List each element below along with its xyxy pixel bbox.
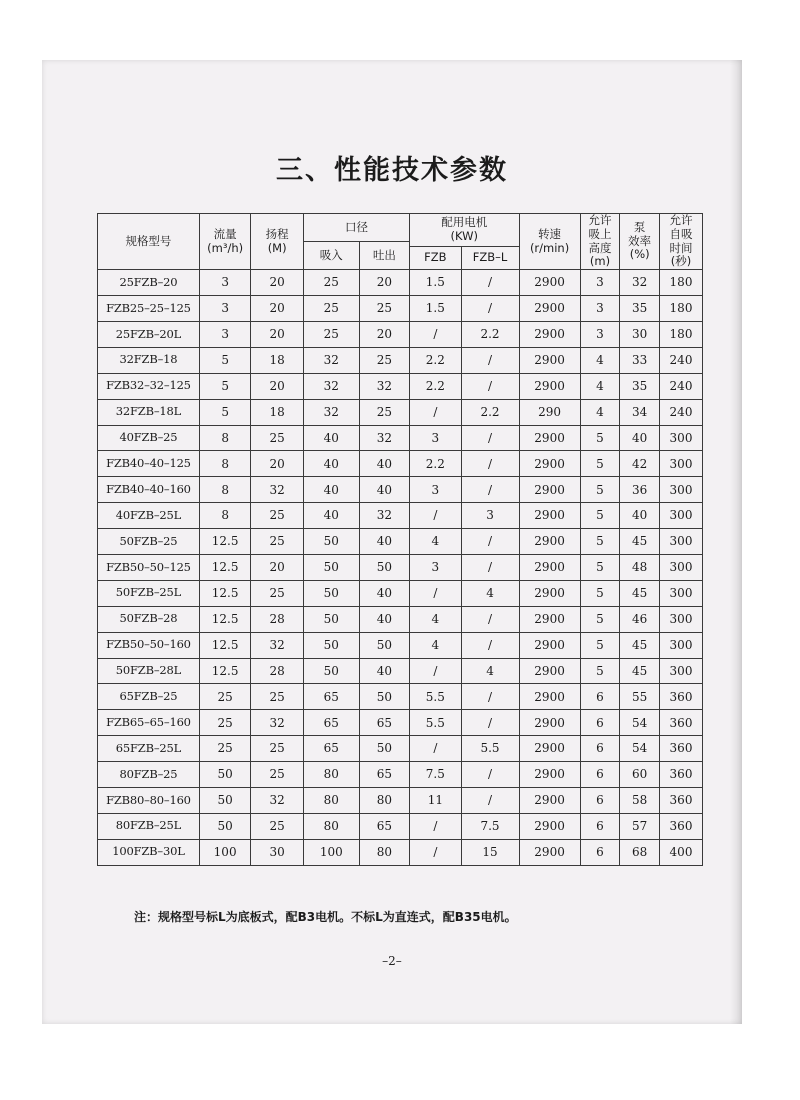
cell-model: 40FZB–25 bbox=[98, 425, 200, 451]
cell-self-priming: 240 bbox=[660, 373, 703, 399]
cell-self-priming: 240 bbox=[660, 399, 703, 425]
cell-efficiency: 40 bbox=[620, 503, 660, 529]
cell-self-priming: 300 bbox=[660, 529, 703, 555]
cell-motor-fzb: / bbox=[410, 399, 461, 425]
cell-suction-lift: 3 bbox=[580, 296, 620, 322]
cell-suction-lift: 5 bbox=[580, 606, 620, 632]
cell-port-in: 50 bbox=[303, 529, 359, 555]
table-body bbox=[98, 270, 703, 865]
header-port-out: 吐出 bbox=[359, 242, 409, 270]
cell-motor-fzb: 3 bbox=[410, 477, 461, 503]
cell-motor-fzbl: 15 bbox=[461, 839, 519, 865]
cell-motor-fzb: 7.5 bbox=[410, 762, 461, 788]
cell-model: FZB40–40–125 bbox=[98, 451, 200, 477]
cell-port-in: 32 bbox=[303, 373, 359, 399]
cell-head: 25 bbox=[251, 580, 304, 606]
cell-port-out: 20 bbox=[359, 270, 409, 296]
cell-head: 32 bbox=[251, 477, 304, 503]
cell-speed: 2900 bbox=[519, 658, 580, 684]
cell-motor-fzb: 1.5 bbox=[410, 296, 461, 322]
cell-efficiency: 57 bbox=[620, 813, 660, 839]
cell-motor-fzbl: 4 bbox=[461, 580, 519, 606]
cell-flow: 12.5 bbox=[199, 580, 250, 606]
cell-self-priming: 180 bbox=[660, 321, 703, 347]
cell-port-out: 32 bbox=[359, 425, 409, 451]
cell-flow: 8 bbox=[199, 425, 250, 451]
cell-efficiency: 68 bbox=[620, 839, 660, 865]
cell-self-priming: 300 bbox=[660, 632, 703, 658]
cell-model: 40FZB–25L bbox=[98, 503, 200, 529]
cell-speed: 2900 bbox=[519, 296, 580, 322]
cell-port-in: 50 bbox=[303, 580, 359, 606]
table-row bbox=[98, 684, 703, 710]
cell-model: 50FZB–28L bbox=[98, 658, 200, 684]
header-motor-fzbl: FZB–L bbox=[461, 247, 519, 270]
cell-suction-lift: 5 bbox=[580, 477, 620, 503]
cell-self-priming: 300 bbox=[660, 658, 703, 684]
cell-suction-lift: 4 bbox=[580, 399, 620, 425]
cell-flow: 5 bbox=[199, 399, 250, 425]
cell-efficiency: 30 bbox=[620, 321, 660, 347]
cell-suction-lift: 4 bbox=[580, 347, 620, 373]
cell-port-in: 100 bbox=[303, 839, 359, 865]
cell-motor-fzb: / bbox=[410, 813, 461, 839]
cell-port-in: 25 bbox=[303, 321, 359, 347]
cell-speed: 2900 bbox=[519, 270, 580, 296]
cell-self-priming: 360 bbox=[660, 788, 703, 814]
cell-speed: 2900 bbox=[519, 554, 580, 580]
cell-self-priming: 360 bbox=[660, 813, 703, 839]
table-row bbox=[98, 632, 703, 658]
cell-self-priming: 300 bbox=[660, 425, 703, 451]
cell-model: 65FZB–25L bbox=[98, 736, 200, 762]
cell-port-out: 40 bbox=[359, 529, 409, 555]
cell-motor-fzb: 1.5 bbox=[410, 270, 461, 296]
cell-port-in: 40 bbox=[303, 503, 359, 529]
cell-speed: 2900 bbox=[519, 736, 580, 762]
header-motor: 配用电机 (KW) bbox=[410, 214, 519, 247]
cell-speed: 2900 bbox=[519, 632, 580, 658]
cell-efficiency: 35 bbox=[620, 373, 660, 399]
header-motor-fzb: FZB bbox=[410, 247, 461, 270]
cell-head: 25 bbox=[251, 529, 304, 555]
table-row bbox=[98, 762, 703, 788]
cell-motor-fzbl: / bbox=[461, 684, 519, 710]
cell-head: 25 bbox=[251, 736, 304, 762]
cell-flow: 3 bbox=[199, 270, 250, 296]
cell-suction-lift: 3 bbox=[580, 321, 620, 347]
table-row bbox=[98, 580, 703, 606]
table-row bbox=[98, 554, 703, 580]
cell-head: 25 bbox=[251, 813, 304, 839]
cell-speed: 2900 bbox=[519, 788, 580, 814]
cell-suction-lift: 6 bbox=[580, 710, 620, 736]
cell-motor-fzb: / bbox=[410, 503, 461, 529]
cell-efficiency: 55 bbox=[620, 684, 660, 710]
cell-port-out: 40 bbox=[359, 606, 409, 632]
cell-motor-fzbl: 3 bbox=[461, 503, 519, 529]
cell-model: FZB65–65–160 bbox=[98, 710, 200, 736]
table-row bbox=[98, 710, 703, 736]
cell-port-in: 80 bbox=[303, 813, 359, 839]
cell-flow: 25 bbox=[199, 684, 250, 710]
cell-motor-fzbl: 4 bbox=[461, 658, 519, 684]
cell-model: 65FZB–25 bbox=[98, 684, 200, 710]
cell-head: 18 bbox=[251, 347, 304, 373]
table-row bbox=[98, 347, 703, 373]
cell-port-in: 50 bbox=[303, 658, 359, 684]
cell-motor-fzb: / bbox=[410, 839, 461, 865]
header-self-priming: 允许 自吸 时间 (秒) bbox=[660, 214, 703, 270]
cell-motor-fzb: 2.2 bbox=[410, 451, 461, 477]
cell-efficiency: 42 bbox=[620, 451, 660, 477]
cell-suction-lift: 6 bbox=[580, 839, 620, 865]
cell-model: 50FZB–28 bbox=[98, 606, 200, 632]
cell-speed: 2900 bbox=[519, 425, 580, 451]
cell-self-priming: 400 bbox=[660, 839, 703, 865]
header-model: 规格型号 bbox=[98, 214, 200, 270]
cell-efficiency: 33 bbox=[620, 347, 660, 373]
cell-port-out: 65 bbox=[359, 762, 409, 788]
cell-port-out: 50 bbox=[359, 684, 409, 710]
cell-model: FZB50–50–160 bbox=[98, 632, 200, 658]
cell-efficiency: 58 bbox=[620, 788, 660, 814]
cell-suction-lift: 5 bbox=[580, 451, 620, 477]
table-row bbox=[98, 813, 703, 839]
table-row bbox=[98, 425, 703, 451]
cell-efficiency: 46 bbox=[620, 606, 660, 632]
cell-self-priming: 300 bbox=[660, 451, 703, 477]
cell-model: FZB50–50–125 bbox=[98, 554, 200, 580]
cell-motor-fzb: 4 bbox=[410, 632, 461, 658]
document-page bbox=[42, 60, 742, 1024]
performance-table bbox=[97, 213, 703, 866]
cell-port-out: 25 bbox=[359, 296, 409, 322]
cell-motor-fzbl: 2.2 bbox=[461, 399, 519, 425]
cell-flow: 12.5 bbox=[199, 658, 250, 684]
cell-port-out: 40 bbox=[359, 580, 409, 606]
cell-flow: 25 bbox=[199, 710, 250, 736]
table-row bbox=[98, 399, 703, 425]
cell-flow: 100 bbox=[199, 839, 250, 865]
cell-head: 25 bbox=[251, 425, 304, 451]
cell-port-out: 40 bbox=[359, 658, 409, 684]
cell-suction-lift: 5 bbox=[580, 425, 620, 451]
cell-port-in: 40 bbox=[303, 425, 359, 451]
cell-flow: 12.5 bbox=[199, 632, 250, 658]
cell-motor-fzb: 2.2 bbox=[410, 347, 461, 373]
cell-speed: 2900 bbox=[519, 839, 580, 865]
cell-efficiency: 35 bbox=[620, 296, 660, 322]
cell-motor-fzbl: / bbox=[461, 347, 519, 373]
cell-port-out: 65 bbox=[359, 813, 409, 839]
cell-motor-fzbl: / bbox=[461, 632, 519, 658]
cell-speed: 2900 bbox=[519, 477, 580, 503]
cell-motor-fzbl: 7.5 bbox=[461, 813, 519, 839]
cell-flow: 3 bbox=[199, 321, 250, 347]
cell-port-out: 40 bbox=[359, 451, 409, 477]
cell-efficiency: 60 bbox=[620, 762, 660, 788]
cell-self-priming: 300 bbox=[660, 503, 703, 529]
cell-head: 20 bbox=[251, 554, 304, 580]
cell-port-in: 65 bbox=[303, 684, 359, 710]
cell-motor-fzb: 5.5 bbox=[410, 710, 461, 736]
cell-model: 100FZB–30L bbox=[98, 839, 200, 865]
table-row bbox=[98, 321, 703, 347]
cell-motor-fzbl: 5.5 bbox=[461, 736, 519, 762]
cell-port-in: 40 bbox=[303, 451, 359, 477]
cell-speed: 2900 bbox=[519, 451, 580, 477]
cell-motor-fzb: 11 bbox=[410, 788, 461, 814]
cell-self-priming: 360 bbox=[660, 684, 703, 710]
table-row bbox=[98, 477, 703, 503]
cell-port-in: 25 bbox=[303, 270, 359, 296]
cell-port-out: 80 bbox=[359, 839, 409, 865]
header-flow: 流量 (m³/h) bbox=[199, 214, 250, 270]
table-row bbox=[98, 270, 703, 296]
cell-flow: 50 bbox=[199, 788, 250, 814]
cell-flow: 3 bbox=[199, 296, 250, 322]
cell-self-priming: 300 bbox=[660, 580, 703, 606]
cell-motor-fzbl: / bbox=[461, 529, 519, 555]
cell-suction-lift: 5 bbox=[580, 658, 620, 684]
cell-motor-fzb: 3 bbox=[410, 425, 461, 451]
header-efficiency: 泵 效率 (%) bbox=[620, 214, 660, 270]
cell-flow: 25 bbox=[199, 736, 250, 762]
cell-port-out: 50 bbox=[359, 554, 409, 580]
cell-motor-fzbl: / bbox=[461, 554, 519, 580]
cell-motor-fzb: / bbox=[410, 580, 461, 606]
header-port-in: 吸入 bbox=[303, 242, 359, 270]
cell-speed: 2900 bbox=[519, 373, 580, 399]
cell-self-priming: 240 bbox=[660, 347, 703, 373]
cell-efficiency: 45 bbox=[620, 632, 660, 658]
table-row bbox=[98, 839, 703, 865]
cell-motor-fzb: 5.5 bbox=[410, 684, 461, 710]
cell-port-in: 50 bbox=[303, 606, 359, 632]
cell-self-priming: 300 bbox=[660, 554, 703, 580]
cell-port-in: 50 bbox=[303, 632, 359, 658]
cell-motor-fzb: 3 bbox=[410, 554, 461, 580]
table-row bbox=[98, 451, 703, 477]
cell-motor-fzbl: / bbox=[461, 710, 519, 736]
cell-flow: 12.5 bbox=[199, 606, 250, 632]
cell-head: 28 bbox=[251, 606, 304, 632]
cell-model: 32FZB–18 bbox=[98, 347, 200, 373]
cell-flow: 50 bbox=[199, 813, 250, 839]
cell-model: FZB32–32–125 bbox=[98, 373, 200, 399]
cell-model: 32FZB–18L bbox=[98, 399, 200, 425]
cell-port-out: 50 bbox=[359, 632, 409, 658]
cell-port-out: 65 bbox=[359, 710, 409, 736]
cell-motor-fzb: 4 bbox=[410, 529, 461, 555]
cell-head: 32 bbox=[251, 710, 304, 736]
cell-speed: 2900 bbox=[519, 503, 580, 529]
cell-suction-lift: 5 bbox=[580, 529, 620, 555]
table-row bbox=[98, 503, 703, 529]
cell-speed: 2900 bbox=[519, 580, 580, 606]
cell-speed: 2900 bbox=[519, 762, 580, 788]
cell-motor-fzbl: / bbox=[461, 451, 519, 477]
header-speed: 转速 (r/min) bbox=[519, 214, 580, 270]
cell-port-in: 65 bbox=[303, 736, 359, 762]
cell-efficiency: 34 bbox=[620, 399, 660, 425]
cell-motor-fzbl: / bbox=[461, 270, 519, 296]
cell-motor-fzbl: / bbox=[461, 425, 519, 451]
cell-suction-lift: 5 bbox=[580, 554, 620, 580]
cell-efficiency: 36 bbox=[620, 477, 660, 503]
cell-suction-lift: 6 bbox=[580, 788, 620, 814]
cell-self-priming: 180 bbox=[660, 270, 703, 296]
cell-suction-lift: 6 bbox=[580, 762, 620, 788]
cell-model: FZB25–25–125 bbox=[98, 296, 200, 322]
cell-head: 28 bbox=[251, 658, 304, 684]
cell-suction-lift: 4 bbox=[580, 373, 620, 399]
cell-speed: 2900 bbox=[519, 813, 580, 839]
cell-port-out: 25 bbox=[359, 347, 409, 373]
cell-head: 25 bbox=[251, 503, 304, 529]
cell-efficiency: 40 bbox=[620, 425, 660, 451]
cell-port-in: 25 bbox=[303, 296, 359, 322]
cell-port-out: 32 bbox=[359, 503, 409, 529]
cell-head: 18 bbox=[251, 399, 304, 425]
cell-port-out: 25 bbox=[359, 399, 409, 425]
cell-motor-fzb: / bbox=[410, 658, 461, 684]
cell-flow: 5 bbox=[199, 373, 250, 399]
cell-motor-fzbl: / bbox=[461, 788, 519, 814]
cell-self-priming: 360 bbox=[660, 736, 703, 762]
cell-head: 25 bbox=[251, 684, 304, 710]
page-number: –2– bbox=[382, 954, 402, 968]
cell-suction-lift: 5 bbox=[580, 503, 620, 529]
cell-port-out: 80 bbox=[359, 788, 409, 814]
cell-motor-fzbl: / bbox=[461, 606, 519, 632]
cell-motor-fzbl: / bbox=[461, 296, 519, 322]
cell-flow: 8 bbox=[199, 503, 250, 529]
cell-model: FZB40–40–160 bbox=[98, 477, 200, 503]
cell-head: 20 bbox=[251, 373, 304, 399]
cell-port-in: 65 bbox=[303, 710, 359, 736]
cell-head: 32 bbox=[251, 632, 304, 658]
cell-suction-lift: 6 bbox=[580, 684, 620, 710]
table-row bbox=[98, 373, 703, 399]
cell-efficiency: 45 bbox=[620, 580, 660, 606]
cell-head: 20 bbox=[251, 321, 304, 347]
cell-port-in: 50 bbox=[303, 554, 359, 580]
cell-speed: 2900 bbox=[519, 321, 580, 347]
cell-port-out: 32 bbox=[359, 373, 409, 399]
cell-speed: 2900 bbox=[519, 347, 580, 373]
cell-speed: 2900 bbox=[519, 684, 580, 710]
cell-head: 20 bbox=[251, 451, 304, 477]
cell-motor-fzbl: / bbox=[461, 477, 519, 503]
cell-motor-fzbl: 2.2 bbox=[461, 321, 519, 347]
header-head: 扬程 (M) bbox=[251, 214, 304, 270]
cell-port-in: 80 bbox=[303, 762, 359, 788]
cell-flow: 50 bbox=[199, 762, 250, 788]
cell-self-priming: 180 bbox=[660, 296, 703, 322]
cell-flow: 12.5 bbox=[199, 554, 250, 580]
cell-model: 50FZB–25L bbox=[98, 580, 200, 606]
cell-self-priming: 300 bbox=[660, 477, 703, 503]
cell-motor-fzb: / bbox=[410, 321, 461, 347]
cell-head: 20 bbox=[251, 270, 304, 296]
table-row bbox=[98, 658, 703, 684]
cell-self-priming: 360 bbox=[660, 762, 703, 788]
cell-port-in: 40 bbox=[303, 477, 359, 503]
cell-efficiency: 45 bbox=[620, 658, 660, 684]
cell-port-out: 40 bbox=[359, 477, 409, 503]
cell-suction-lift: 3 bbox=[580, 270, 620, 296]
table-row bbox=[98, 736, 703, 762]
table-row bbox=[98, 606, 703, 632]
cell-flow: 5 bbox=[199, 347, 250, 373]
cell-flow: 12.5 bbox=[199, 529, 250, 555]
cell-speed: 2900 bbox=[519, 710, 580, 736]
cell-port-in: 80 bbox=[303, 788, 359, 814]
cell-motor-fzbl: / bbox=[461, 762, 519, 788]
cell-self-priming: 360 bbox=[660, 710, 703, 736]
cell-port-in: 32 bbox=[303, 347, 359, 373]
cell-speed: 2900 bbox=[519, 529, 580, 555]
cell-model: 25FZB–20 bbox=[98, 270, 200, 296]
table-row bbox=[98, 529, 703, 555]
cell-port-in: 32 bbox=[303, 399, 359, 425]
cell-motor-fzbl: / bbox=[461, 373, 519, 399]
cell-suction-lift: 5 bbox=[580, 580, 620, 606]
cell-model: 50FZB–25 bbox=[98, 529, 200, 555]
cell-flow: 8 bbox=[199, 451, 250, 477]
cell-efficiency: 32 bbox=[620, 270, 660, 296]
cell-speed: 290 bbox=[519, 399, 580, 425]
cell-suction-lift: 5 bbox=[580, 632, 620, 658]
cell-head: 20 bbox=[251, 296, 304, 322]
cell-suction-lift: 6 bbox=[580, 736, 620, 762]
cell-efficiency: 45 bbox=[620, 529, 660, 555]
table-row bbox=[98, 296, 703, 322]
cell-flow: 8 bbox=[199, 477, 250, 503]
cell-efficiency: 54 bbox=[620, 736, 660, 762]
cell-model: 80FZB–25L bbox=[98, 813, 200, 839]
cell-port-out: 20 bbox=[359, 321, 409, 347]
cell-efficiency: 48 bbox=[620, 554, 660, 580]
cell-motor-fzb: 4 bbox=[410, 606, 461, 632]
table-row bbox=[98, 788, 703, 814]
cell-head: 32 bbox=[251, 788, 304, 814]
cell-speed: 2900 bbox=[519, 606, 580, 632]
cell-motor-fzb: 2.2 bbox=[410, 373, 461, 399]
header-port: 口径 bbox=[303, 214, 409, 242]
cell-model: 80FZB–25 bbox=[98, 762, 200, 788]
header-suction-lift: 允许 吸上 高度 (m) bbox=[580, 214, 620, 270]
page-title: 三、性能技术参数 bbox=[276, 155, 508, 186]
cell-efficiency: 54 bbox=[620, 710, 660, 736]
cell-model: 25FZB–20L bbox=[98, 321, 200, 347]
footnote: 注：规格型号标L为底板式，配B3电机。不标L为直连式，配B35电机。 bbox=[134, 910, 517, 924]
cell-model: FZB80–80–160 bbox=[98, 788, 200, 814]
cell-port-out: 50 bbox=[359, 736, 409, 762]
cell-head: 25 bbox=[251, 762, 304, 788]
cell-suction-lift: 6 bbox=[580, 813, 620, 839]
cell-self-priming: 300 bbox=[660, 606, 703, 632]
cell-head: 30 bbox=[251, 839, 304, 865]
cell-motor-fzb: / bbox=[410, 736, 461, 762]
